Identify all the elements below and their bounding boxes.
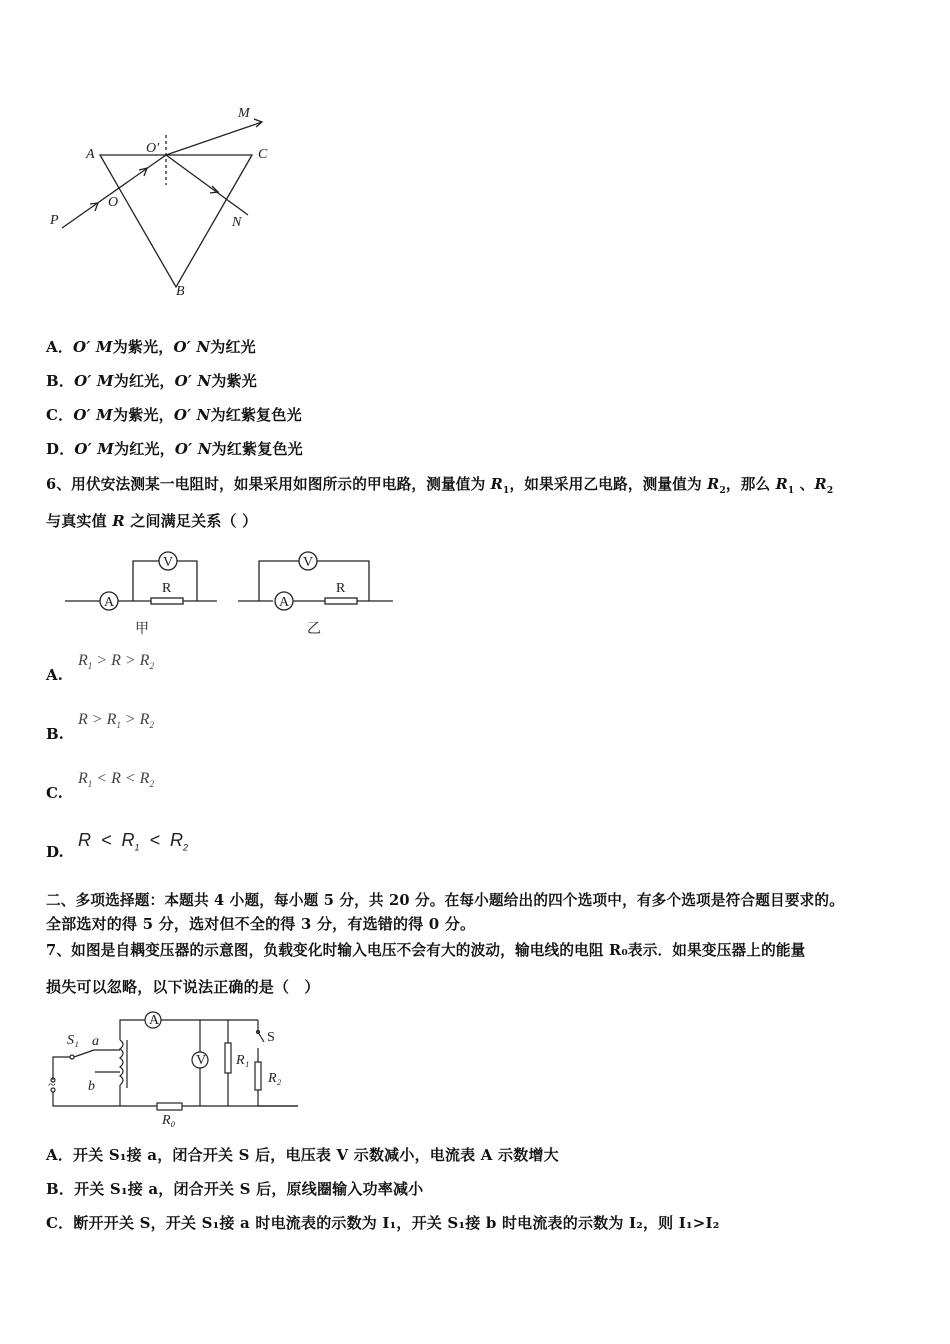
label-N: N [232,215,242,230]
option-label: C． [46,1214,74,1232]
ray-on: O′ N [173,406,211,424]
section-2-heading: 二、多项选择题：本题共 4 小题，每小题 5 分，共 20 分。在每小题给出的四个选项中，有多个选项是符合题目要求的。 [46,892,844,909]
label-C: C [258,147,268,162]
label-B: B [176,284,185,299]
ray-on: O′ N [173,338,211,356]
q6-stem-line2: 与真实值 R 之间满足关系（ ） [46,512,258,530]
option-text: 开关 S₁接 a，闭合开关 S 后，原线圈输入功率减小 [74,1180,424,1198]
text: 为红紫复色光 [210,406,302,424]
q6-option-a[interactable]: A. [46,666,63,684]
label-R1: R₁ [236,1053,250,1068]
label-R2: R₂ [268,1071,282,1086]
label-R: R [162,581,172,596]
q6-option-b[interactable]: B. [46,725,64,743]
label-R: R [336,581,346,596]
ray-om: O′ M [74,440,115,458]
label-P: P [50,213,59,228]
ray-om: O′ M [73,338,113,356]
q7-option-a[interactable] [46,1144,559,1165]
text: 为红紫复色光 [211,440,303,458]
caption-yi: 乙 [307,622,321,637]
option-label: D． [46,440,75,458]
q5-option-a[interactable] [46,336,256,357]
autotransformer-circuit [40,1010,320,1130]
label-V: V [163,555,174,570]
label-S1: S₁ [67,1033,79,1048]
q6-option-d[interactable]: D. [46,843,64,861]
prism-diagram [40,100,280,310]
ray-om: O′ M [74,372,114,390]
q5-option-d[interactable] [46,438,303,459]
option-label: A． [46,338,74,356]
text: 为红光， [113,372,175,390]
label-A: A [149,1013,160,1028]
ac-source-symbol: ~ [48,1078,56,1093]
q6-option-c[interactable]: C. [46,784,63,802]
ray-on: O′ N [174,440,212,458]
label-V: V [303,555,314,570]
q7-option-c[interactable] [46,1212,720,1233]
label-O-prime: O′ [146,141,160,156]
q7-stem-line1: 7、如图是自耦变压器的示意图，负载变化时输入电压不会有大的波动，输电线的电阻 R₀表示．如果变压器上的能量 [46,942,806,959]
option-label: B． [46,1180,75,1198]
label-A: A [104,595,115,610]
voltammeter-circuits [55,545,405,640]
q6-stem-line1: 6、用伏安法测某一电阻时，如果采用如图所示的甲电路，测量值为 $R_1$，如果采用乙电路，测量值为 $R_2$，那么 $R_1$ 、$R_2$ [46,476,834,496]
option-label: B． [46,372,75,390]
formula-b: $R > R_1 > R_2$ [78,711,154,731]
caption-jia: 甲 [135,622,149,637]
ray-on: O′ N [174,372,212,390]
option-label: C． [46,406,74,424]
text: 为紫光， [112,338,174,356]
q5-option-c[interactable] [46,404,302,425]
formula-d: $R < R_1 < R_2$ [78,830,189,853]
option-text: 断开开关 S，开关 S₁接 a 时电流表的示数为 I₁，开关 S₁接 b 时电流表的示数为 I₂，则 I₁>I₂ [73,1214,720,1232]
q5-option-b[interactable] [46,370,257,391]
label-O: O [108,195,119,210]
formula-a: $R_1 > R > R_2$ [78,652,154,672]
text: 为紫光 [211,372,257,390]
label-A: A [279,595,290,610]
text: 为红光 [210,338,256,356]
formula-c: $R_1 < R < R_2$ [78,770,154,790]
label-a: a [92,1034,99,1049]
option-text: 开关 S₁接 a，闭合开关 S 后，电压表 V 示数减小，电流表 A 示数增大 [73,1146,559,1164]
label-M: M [238,106,250,121]
ray-om: O′ M [73,406,113,424]
text: 为红光， [114,440,175,458]
label-b: b [88,1079,95,1094]
label-R0: R₀ [162,1113,176,1128]
option-label: A． [46,1146,74,1164]
q7-option-b[interactable] [46,1178,423,1199]
label-S: S [267,1030,275,1045]
q7-stem-line2: 损失可以忽略，以下说法正确的是（ ） [46,978,320,996]
text: 为紫光， [113,406,174,424]
label-A: A [86,147,95,162]
section-2-scoring: 全部选对的得 5 分，选对但不全的得 3 分，有选错的得 0 分。 [46,915,476,933]
label-V: V [196,1053,207,1068]
